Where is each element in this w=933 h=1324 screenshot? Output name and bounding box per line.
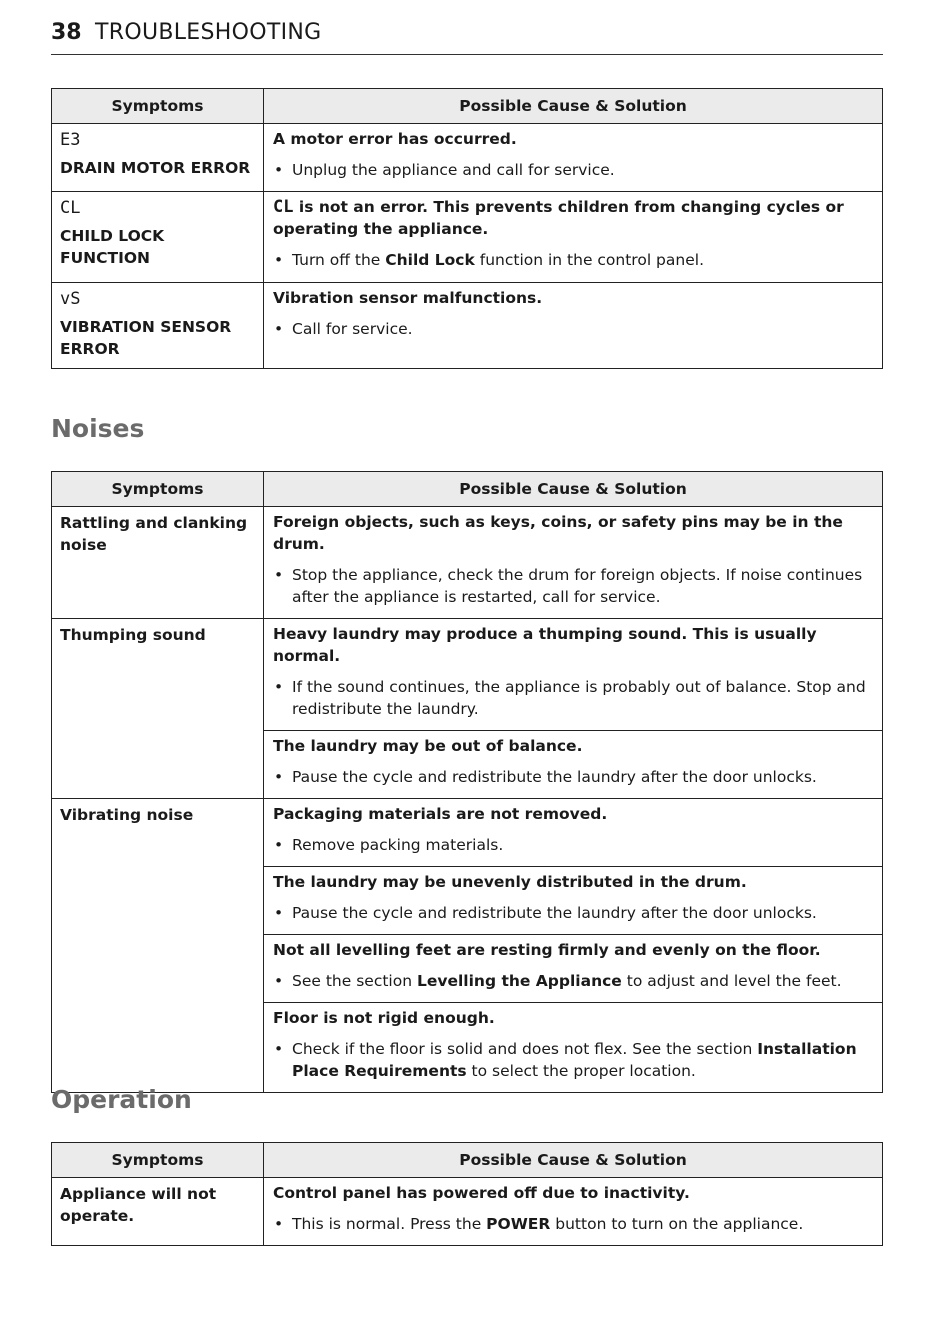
solution-bullet bbox=[273, 1038, 873, 1082]
cause-title: Vibration sensor malfunctions. bbox=[273, 289, 543, 307]
solution-bullet bbox=[273, 249, 873, 271]
cause-title: The laundry may be out of balance. bbox=[273, 737, 583, 755]
solution-bullet: • Remove packing materials. bbox=[273, 834, 873, 856]
bullet-text: This is normal. Press the bbox=[292, 1215, 487, 1233]
operation-heading: Operation bbox=[51, 1085, 192, 1114]
solution-bullet: • Call for service. bbox=[273, 318, 873, 340]
operation-table bbox=[51, 1142, 883, 1246]
bullet-emphasis: Levelling the Appliance bbox=[416, 972, 622, 990]
symptom-label: VIBRATION SENSOR ERROR bbox=[60, 318, 232, 358]
table-row bbox=[52, 1178, 883, 1246]
cause-column-header: Possible Cause & Solution bbox=[264, 1143, 883, 1178]
cause-cell bbox=[264, 935, 883, 1003]
noises-table bbox=[51, 471, 883, 1093]
page-number: 38 bbox=[51, 20, 82, 45]
cause-title: Control panel has powered off due to inactivity. bbox=[273, 1184, 690, 1202]
cause-title: Floor is not rigid enough. bbox=[273, 1009, 495, 1027]
table-row bbox=[52, 507, 883, 619]
symptoms-column-header: Symptoms bbox=[52, 1143, 264, 1178]
solution-bullet: • Stop the appliance, check the drum for foreign objects. If noise continues after the appliance is restarted, call for service. bbox=[273, 564, 873, 608]
bullet-text: See the section bbox=[292, 972, 417, 990]
bullet-emphasis: POWER bbox=[486, 1215, 551, 1233]
cause-cell bbox=[264, 867, 883, 935]
cause-cell bbox=[264, 1178, 883, 1246]
page-title: TROUBLESHOOTING bbox=[95, 20, 322, 45]
error-code-display: CL bbox=[60, 198, 81, 218]
cause-cell bbox=[264, 619, 883, 731]
cause-title: Heavy laundry may produce a thumping sound. This is usually normal. bbox=[273, 625, 817, 665]
symptom-cell bbox=[52, 192, 264, 283]
cause-cell bbox=[264, 283, 883, 369]
bullet-text: to adjust and level the feet. bbox=[621, 972, 842, 990]
bullet-emphasis: Child Lock bbox=[385, 251, 475, 269]
bullet-text: Check if the floor is solid and does not flex. See the section bbox=[292, 1040, 758, 1058]
table-header-row bbox=[52, 472, 883, 507]
symptom-cell: Rattling and clanking noise bbox=[52, 507, 264, 619]
cause-title bbox=[273, 196, 873, 240]
bullet-text: Turn off the bbox=[292, 251, 386, 269]
cause-column-header: Possible Cause & Solution bbox=[264, 472, 883, 507]
cause-column-header: Possible Cause & Solution bbox=[264, 89, 883, 124]
symptom-cell: Appliance will not operate. bbox=[52, 1178, 264, 1246]
bullet-text: function in the control panel. bbox=[474, 251, 704, 269]
symptoms-column-header: Symptoms bbox=[52, 89, 264, 124]
symptom-cell bbox=[52, 283, 264, 369]
solution-bullet: • Pause the cycle and redistribute the laundry after the door unlocks. bbox=[273, 902, 873, 924]
cause-cell bbox=[264, 192, 883, 283]
table-row bbox=[52, 283, 883, 369]
table-header-row bbox=[52, 1143, 883, 1178]
cause-title-text: is not an error. This prevents children from changing cycles or operating the appliance. bbox=[273, 198, 844, 238]
solution-bullet bbox=[273, 970, 873, 992]
table-header-row bbox=[52, 89, 883, 124]
cause-title: The laundry may be unevenly distributed in the drum. bbox=[273, 873, 747, 891]
symptoms-column-header: Symptoms bbox=[52, 472, 264, 507]
symptom-cell: Thumping sound bbox=[52, 619, 264, 799]
cause-title: Not all levelling feet are resting firmly and evenly on the floor. bbox=[273, 941, 821, 959]
page-header bbox=[51, 18, 883, 55]
solution-bullet: • If the sound continues, the appliance is probably out of balance. Stop and redistribute the laundry. bbox=[273, 676, 873, 720]
cause-title: Packaging materials are not removed. bbox=[273, 805, 608, 823]
noises-heading: Noises bbox=[51, 414, 145, 443]
bullet-emphasis: Installation Place Requirements bbox=[292, 1040, 857, 1080]
bullet-text: button to turn on the appliance. bbox=[550, 1215, 804, 1233]
solution-bullet: • Pause the cycle and redistribute the laundry after the door unlocks. bbox=[273, 766, 873, 788]
cause-cell bbox=[264, 124, 883, 192]
cause-title: Foreign objects, such as keys, coins, or safety pins may be in the drum. bbox=[273, 513, 843, 553]
table-row bbox=[52, 192, 883, 283]
cause-cell bbox=[264, 799, 883, 867]
symptom-label: CHILD LOCK FUNCTION bbox=[60, 227, 165, 267]
error-code-table bbox=[51, 88, 883, 369]
cause-title: A motor error has occurred. bbox=[273, 130, 517, 148]
bullet-text: to select the proper location. bbox=[466, 1062, 696, 1080]
table-row bbox=[52, 799, 883, 867]
cause-cell bbox=[264, 507, 883, 619]
symptom-cell: Vibrating noise bbox=[52, 799, 264, 1093]
error-code-display: E3 bbox=[60, 130, 81, 150]
error-code-display: vS bbox=[60, 289, 81, 309]
solution-bullet: • Unplug the appliance and call for service. bbox=[273, 159, 873, 181]
table-row bbox=[52, 124, 883, 192]
cause-cell bbox=[264, 1003, 883, 1093]
cause-cell bbox=[264, 731, 883, 799]
symptom-cell bbox=[52, 124, 264, 192]
solution-bullet bbox=[273, 1213, 873, 1235]
error-code-inline: CL bbox=[273, 197, 294, 217]
symptom-label: DRAIN MOTOR ERROR bbox=[60, 159, 251, 177]
table-row bbox=[52, 619, 883, 731]
